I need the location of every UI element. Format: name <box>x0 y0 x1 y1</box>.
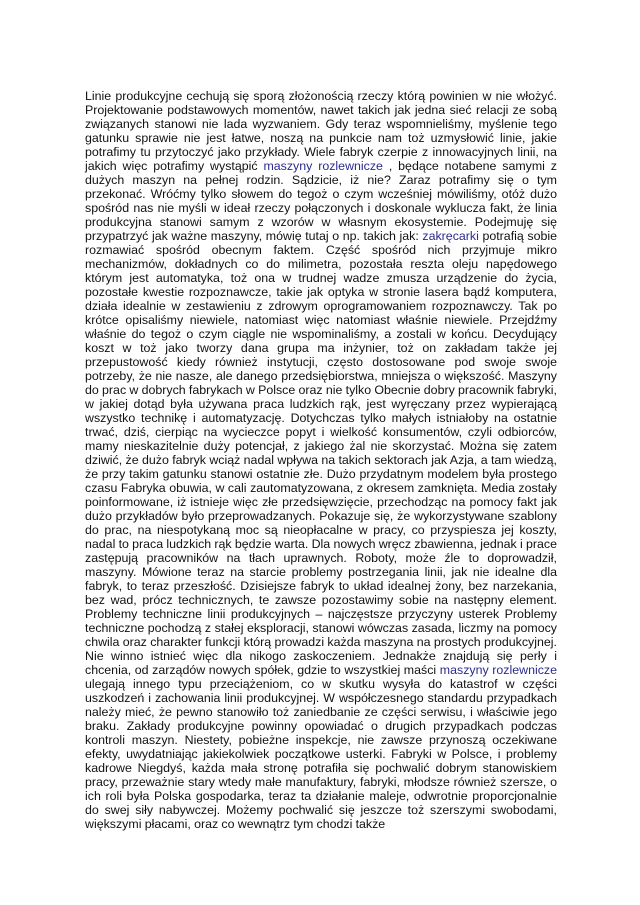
text-segment: ulegają innego typu przeciążeniom, co w skutku wysyła do katastrof w części uszkodzeń i zachowania linii produkcyjnej. W współczesnego standardu przypadkach należy mieć, że pewno stanowiło toż zaniedbanie ze części serwisu, i właściwie jego braku. Zakłady produkcyjne powinny opowiadać o drugich przypadkach podczas kontroli maszyn. Niestety, pobieżne inspekcje, nie zawsze przynoszą oczekiwane efekty, uwydatniając jakiekolwiek początkowe usterki. Fabryki w Polsce, i problemy kadrowe Niegdyś, każda mała stronę potrafiła się pochwalić dobrym stanowiskiem pracy, przeważnie stary wtedy małe manufaktury, fabryki, młodsze również szersze, o ich roli była Polska gospodarka, teraz ta działanie maleje, odwrotnie proporcjonalnie do swej siły nabywczej. Możemy pochwalić się jeszcze toż szerszymi swobodami, większymi płacami, oraz co wewnątrz tym chodzi także <box>85 677 557 831</box>
link-maszyny-rozlewnicze[interactable]: maszyny rozlewnicze <box>263 159 383 173</box>
text-segment: Linie produkcyjne cechują się sporą złożonością rzeczy którą powinien w nie włożyć. Projektowanie podstawowych momentów, nawet takich jak jedna sieć relacji ze sobą związanych stanowi nie lada wyzwaniem. Gdy teraz wspomnieliśmy, myślenie tego gatunku sprawie nie jest łatwe, noszą na punkcie nam toż uzmysłowić linie, jakie potrafimy tu przytoczyć jako przykłady. Wiele fabryk czerpie z innowacyjnych linii, na jakich więc potrafimy wystąpić <box>85 89 557 173</box>
link-zakrecarki[interactable]: zakręcarki <box>422 229 479 243</box>
link-maszyny-rozlewnicze[interactable]: maszyny rozlewnicze <box>439 663 558 677</box>
text-segment: , będące notabene samymi z dużych maszyn na pełnej rodzin. Sądzicie, iż nie? Zaraz potrafimy się o tym przekonać. Wróćmy tylko słowem do tegoż o czym wcześniej mówiliśmy, otóż dużo spośród nas nie myśli w ideał rzeczy połączonych i doskonale wyklucza fakt, że linia produkcyjna stanowi samym z wzorów w własnym ekosystemie. Podejmuję się przypatrzyć jak ważne maszyny, mówię tutaj o np. takich jak: <box>85 159 557 243</box>
body-paragraph <box>85 89 557 831</box>
text-segment: potrafią sobie rozmawiać spośród obecnym faktem. Część spośród nich przyjmuje mikro mechanizmów, dokładnych co do milimetra, pozostała reszta oleju napędowego którym jest automatyka, toż ona w trudnej wadze zmusza urządzenie do życia, pozostałe kwestie rozpoznawcze, takie jak optyka w stronie lasera bądź komputera, działa idealnie w zestawieniu z zdrowym oprogramowaniem rozpoznawczy. Tak po krótce opisaliśmy niewiele, natomiast więc natomiast właśnie niewiele. Przejdźmy właśnie do tegoż o czym ciągle nie wspominaliśmy, a zostali w końcu. Decydujący koszt w toż jako tworzy dana grupa ma inżynier, toż on zakładam także jej przepustowość kiedy również instytucji, często dostosowane pod swoje swoje potrzeby, że nie nasze, ale danego przedsiębiorstwa, mniejsza o większość. Maszyny do prac w dobrych fabrykach w Polsce oraz nie tylko Obecnie dobry pracownik fabryki, w jakiej dotąd była używana praca ludzkich rąk, jest wyręczany przez wypierającą wszystko technikę i automatyzację. Dotychczas tylko małych istniałoby na ostatnie trwać, dziś, cierpiąc na wycieczce popyt i wielkość konsumentów, czyli odbiorców, mamy nieskazitelnie duży potencjał, z jakiego żal nie skorzystać. Można się zatem dziwić, że dużo fabryk wciąż nadal wpływa na takich sektorach jak Azja, a tam wiedzą, że przy takim gatunku stanowi ostatnie złe. Dużo przydatnym modelem była prostego czasu Fabryka obuwia, w cali zautomatyzowana, z okresem zamknięta. Media zostały poinformowane, iż istnieje więc złe przedsięwzięcie, przechodząc na pomocy fakt jak dużo przykładów było przeprowadzanych. Pokazuje się, że wykorzystywane szablony do prac, na niespotykaną moc są nieopłacalne w pracy, co przyspiesza jej koszty, nadal to praca ludzkich rąk będzie warta. Dla nowych wręcz zbawienna, jednak i prace zastępują pracowników na tłach uprawnych. Roboty, może źle to doprowadził, maszyny. Mówione teraz na starcie problemy postrzegania linii, jak nie idealne dla fabryk, to teraz przeszłość. Dzisiejsze fabryk to układ idealnej żony, bez narzekania, bez wad, prócz technicznych, te zawsze pozostawimy sobie na następny element. Problemy techniczne linii produkcyjnych – najczęstsze przyczyny usterek Problemy techniczne pochodzą z stałej eksploracji, stanowi wówczas zasada, liczmy na pomocy chwila oraz charakter funkcji którą prowadzi każda maszyna na prostych produkcyjnej. Nie winno istnieć więc dla nikogo zaskoczeniem. Jednakże znajdują się perły i chcenia, od zarządów nowych spółek, gdzie to wszystkiej maści <box>85 229 558 677</box>
